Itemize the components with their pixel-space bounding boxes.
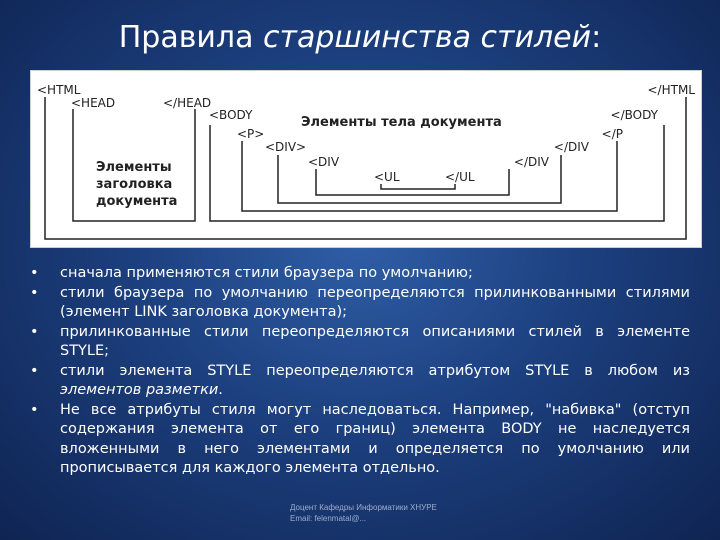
slide-footer bbox=[290, 502, 700, 524]
slide-title: Правила старшинства стилей: bbox=[118, 20, 602, 55]
head-close-tag: </HEAD bbox=[163, 96, 212, 110]
p-open-tag: <P> bbox=[237, 127, 265, 141]
footer-line-email: Email: felenmatal@... bbox=[290, 514, 367, 523]
bullet-dot: • bbox=[30, 323, 39, 340]
div2-open-tag: <DIV bbox=[308, 155, 340, 169]
head-elements-label-line3: документа bbox=[96, 194, 178, 209]
element-nesting-diagram bbox=[30, 70, 702, 248]
bullet-dot: • bbox=[30, 362, 39, 379]
footer-line-author: Доцент Кафедры Информатики ХНУРЕ bbox=[290, 503, 437, 512]
div2-close-tag: </DIV bbox=[513, 155, 549, 169]
list-item: • прилинкованные стили переопределяются описаниями стилей в элементе STYLE; bbox=[30, 323, 690, 359]
body-close-tag: </BODY bbox=[610, 108, 658, 122]
bullet-dot: • bbox=[30, 401, 39, 418]
body-elements-label: Элементы тела документа bbox=[301, 115, 502, 130]
list-item: • стили браузера по умолчанию переопределяются прилинкованными стилями (элемент LINK заголовка документа); bbox=[30, 284, 690, 320]
list-item: • Не все атрибуты стиля могут наследоваться. Например, "набивка" (отступ содержания элемента от его границ) элемента BODY не наследуется вложенными в него элементами и определяется по умолчанию или прописывается для каждого элемента отдельно. bbox=[30, 401, 690, 476]
html-open-tag: <HTML bbox=[37, 83, 81, 97]
slide-title-italic: старшинства стилей bbox=[263, 20, 592, 55]
italic-term: элементов разметки bbox=[60, 382, 219, 398]
bullet-dot: • bbox=[30, 265, 39, 281]
div-open-tag: <DIV> bbox=[265, 140, 307, 154]
head-elements-label-line1: Элементы bbox=[96, 160, 172, 175]
div-close-tag: </DIV bbox=[553, 140, 589, 154]
ul-close-tag: </UL bbox=[445, 170, 475, 184]
ul-open-tag: <UL bbox=[374, 170, 400, 184]
html-close-tag: </HTML bbox=[647, 83, 695, 97]
list-item: • сначала применяются стили браузера по умолчанию; bbox=[30, 264, 690, 284]
body-open-tag: <BODY bbox=[209, 108, 253, 122]
head-elements-label-line2: заголовка bbox=[96, 177, 173, 192]
bullet-dot: • bbox=[30, 284, 39, 301]
p-close-tag: </P bbox=[601, 127, 623, 141]
head-open-tag: <HEAD bbox=[71, 96, 116, 110]
rules-list bbox=[30, 264, 690, 479]
list-item: • стили элемента STYLE переопределяются атрибутом STYLE в любом из элементов разметки. bbox=[30, 362, 690, 398]
